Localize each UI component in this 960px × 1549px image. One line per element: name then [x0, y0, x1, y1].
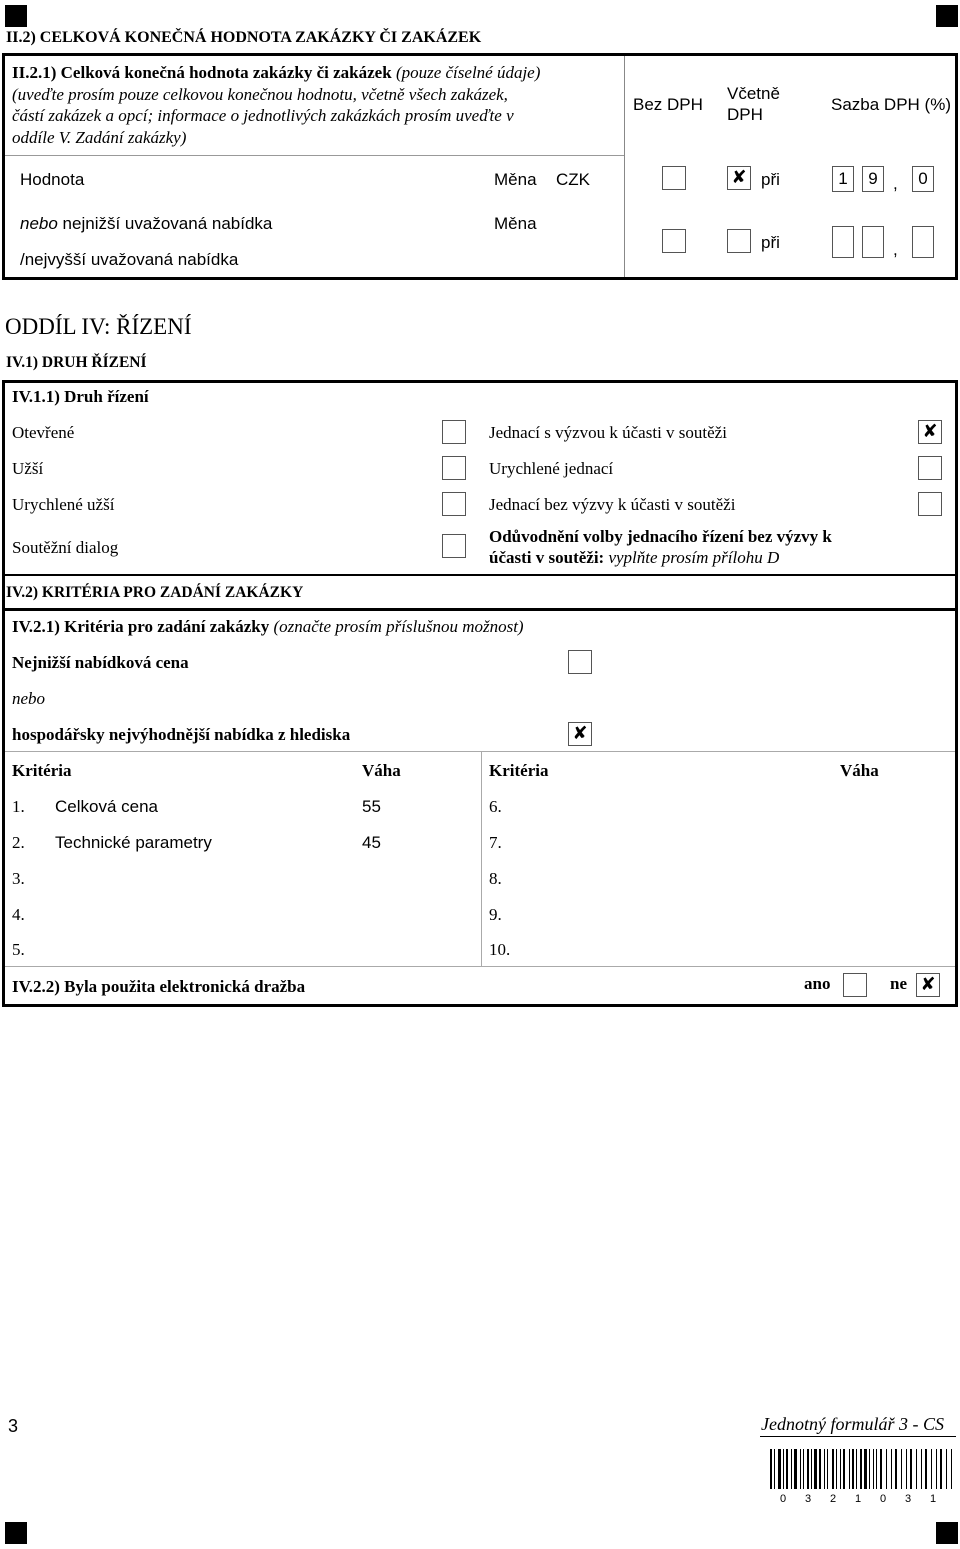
frame-row-divider	[5, 155, 624, 156]
barcode-digit: 0	[780, 1493, 787, 1505]
lowest-offer-label	[20, 214, 272, 234]
barcode-bar	[873, 1449, 874, 1489]
lowest-offer-text: nejnižší uvažovaná nabídka	[57, 214, 273, 233]
barcode-bar	[811, 1449, 812, 1489]
criterion-num: 8.	[489, 869, 502, 888]
iv2-frame-top	[2, 608, 958, 611]
barcode-bar	[827, 1449, 828, 1489]
criterion-name[interactable]: Celková cena	[55, 797, 159, 816]
frame-bottom	[2, 277, 958, 280]
barcode-bar	[791, 1449, 792, 1489]
iv2-divider	[2, 574, 958, 576]
bez-dph-checkbox[interactable]	[662, 166, 686, 190]
rate-comma: ,	[893, 174, 898, 193]
barcode-bar	[916, 1449, 917, 1489]
rate2-digit-3[interactable]	[912, 226, 934, 258]
barcode-bar	[852, 1449, 854, 1489]
barcode-bar	[864, 1449, 867, 1489]
registration-mark-bottom-left	[5, 1522, 27, 1544]
section-title-iv: ODDÍL IV: ŘÍZENÍ	[5, 314, 192, 339]
barcode-bar	[770, 1449, 772, 1489]
iv21-title: IV.2.1) Kritéria pro zadání zakázky	[12, 617, 270, 636]
iv11-heading: IV.1.1) Druh řízení	[12, 387, 149, 406]
barcode-bar	[794, 1449, 797, 1489]
frame-left	[2, 53, 5, 280]
rate2-comma: ,	[893, 240, 898, 259]
barcode-digit: 1	[930, 1493, 937, 1505]
auction-label: IV.2.2) Byla použita elektronická dražba	[12, 977, 306, 996]
barcode-bar	[786, 1449, 788, 1489]
option-urychlene-uzsi-label: Urychlené užší	[12, 495, 115, 514]
weight-header-left: Váha	[362, 761, 401, 780]
col-header-sazba-dph: Sazba DPH (%)	[831, 95, 951, 114]
option-urychlene-jednaci-label: Urychlené jednací	[489, 459, 614, 478]
barcode-bar	[936, 1449, 937, 1489]
criterion-num: 10.	[489, 940, 511, 959]
nebo-label: nebo	[12, 689, 46, 708]
barcode-bar	[895, 1449, 897, 1489]
currency-value[interactable]: CZK	[556, 170, 590, 189]
footer-rule	[760, 1436, 956, 1437]
barcode-digit: 3	[805, 1493, 812, 1505]
iv1-heading: IV.1) DRUH ŘÍZENÍ	[6, 354, 147, 371]
rate2-digit-2[interactable]	[862, 226, 884, 258]
check-x-icon: ✘	[920, 974, 936, 995]
currency-label: Měna	[494, 170, 537, 189]
barcode-bar	[803, 1449, 804, 1489]
col-header-vcetne-line2: DPH	[727, 105, 763, 124]
iv2-heading: IV.2) KRITÉRIA PRO ZADÁNÍ ZAKÁZKY	[6, 584, 304, 601]
barcode-bar	[824, 1449, 825, 1489]
barcode-digit: 3	[905, 1493, 912, 1505]
option-uzsi-checkbox[interactable]	[442, 456, 466, 480]
col-header-vcetne-line1: Včetně	[727, 84, 780, 103]
barcode-bar	[886, 1449, 887, 1489]
barcode-bar	[774, 1449, 775, 1489]
barcode-bar	[807, 1449, 809, 1489]
frame-top	[2, 53, 958, 56]
registration-mark-top-left	[5, 5, 27, 27]
criterion-num: 7.	[489, 833, 502, 852]
auction-ne-label: ne	[890, 974, 907, 993]
option-jednaci-s-vyzvou-label: Jednací s výzvou k účasti v soutěži	[489, 423, 727, 442]
auction-ano-checkbox[interactable]	[843, 973, 867, 997]
option-soutezni-dialog-label: Soutěžní dialog	[12, 538, 119, 557]
page-number: 3	[8, 1416, 19, 1436]
col-header-vcetne-dph	[727, 83, 780, 125]
vcetne-dph-checkbox-2[interactable]	[727, 229, 751, 253]
section-heading-ii2: II.2) CELKOVÁ KONEČNÁ HODNOTA ZAKÁZKY ČI ZAKÁZEK	[6, 29, 482, 46]
subsection-ii21-instr1: (uveďte prosím pouze celkovou konečnou hodnotu, včetně všech zakázek,	[12, 84, 508, 104]
option-urychlene-uzsi-checkbox[interactable]	[442, 492, 466, 516]
vcetne-dph-checkbox[interactable]	[727, 166, 751, 190]
currency-label-2: Měna	[494, 214, 537, 233]
barcode-bar	[832, 1449, 834, 1489]
option-otevrene-label: Otevřené	[12, 423, 75, 442]
barcode-digit: 1	[855, 1493, 862, 1505]
rate-digit-1[interactable]: 1	[832, 166, 854, 192]
barcode-digit: 2	[830, 1493, 837, 1505]
iv21-heading	[12, 617, 524, 637]
frame2-right	[955, 380, 958, 1007]
barcode-bar	[856, 1449, 857, 1489]
barcode-bar	[910, 1449, 912, 1489]
frame2-left	[2, 380, 5, 1007]
barcode-bar	[921, 1449, 922, 1489]
check-x-icon: ✘	[572, 723, 588, 744]
rate-digit-3[interactable]: 0	[912, 166, 934, 192]
criterion-name[interactable]: Technické parametry	[55, 833, 212, 852]
criteria-col-divider	[481, 752, 482, 966]
criteria-table-bottom	[5, 966, 955, 967]
frame-right	[955, 53, 958, 280]
justification-instruction: vyplňte prosím přílohu D	[604, 548, 780, 567]
barcode-bar	[951, 1449, 952, 1489]
subsection-ii21-instr2: částí zakázek a opcí; informace o jednotlivých zakázkách prosím uveďte v	[12, 106, 514, 125]
subsection-ii21	[12, 62, 540, 148]
weight-header-right: Váha	[840, 761, 879, 780]
option-jednaci-s-vyzvou-checkbox[interactable]	[918, 420, 942, 444]
barcode-bar	[783, 1449, 784, 1489]
meat-checkbox[interactable]	[568, 722, 592, 746]
lowest-price-label: Nejnižší nabídková cena	[12, 653, 189, 672]
barcode-bar	[880, 1449, 882, 1489]
barcode-bar	[840, 1449, 841, 1489]
frame-divider	[624, 56, 625, 277]
col-header-bez-dph: Bez DPH	[633, 95, 703, 114]
pri-label: při	[761, 170, 780, 189]
barcode-bar	[869, 1449, 870, 1489]
justification-label: účasti v soutěži:	[489, 548, 605, 567]
barcode-bar	[836, 1449, 837, 1489]
criteria-table-top	[5, 751, 955, 752]
pri-label-2: při	[761, 233, 780, 252]
highest-offer-label: /nejvyšší uvažovaná nabídka	[20, 250, 239, 269]
barcode-bar	[906, 1449, 907, 1489]
option-soutezni-dialog-checkbox[interactable]	[442, 534, 466, 558]
auction-ne-checkbox[interactable]	[916, 973, 940, 997]
barcode-bar	[849, 1449, 850, 1489]
criterion-num: 4.	[12, 905, 25, 924]
criterion-num: 6.	[489, 797, 502, 816]
footer-form-title: Jednotný formulář 3 - CS	[761, 1414, 944, 1434]
subsection-ii21-note: (pouze číselné údaje)	[391, 63, 541, 82]
barcode-bar	[925, 1449, 927, 1489]
criterion-num: 1.	[12, 797, 25, 816]
subsection-ii21-instr3: oddíle V. Zadání zakázky)	[12, 127, 187, 147]
criterion-num: 9.	[489, 905, 502, 924]
check-x-icon: ✘	[922, 421, 938, 442]
option-otevrene-checkbox[interactable]	[442, 420, 466, 444]
barcode-bar	[901, 1449, 902, 1489]
barcode-bar	[931, 1449, 932, 1489]
iv21-note: (označte prosím příslušnou možnost)	[269, 617, 524, 636]
justification-line1: Odůvodnění volby jednacího řízení bez výzvy k	[489, 527, 832, 546]
registration-mark-top-right	[936, 5, 958, 27]
option-uzsi-label: Užší	[12, 459, 44, 478]
criterion-weight[interactable]: 45	[362, 833, 381, 852]
barcode-bar	[940, 1449, 942, 1489]
criterion-weight[interactable]: 55	[362, 797, 381, 816]
criterion-num: 2.	[12, 833, 25, 852]
meat-label: hospodářsky nejvýhodnější nabídka z hlediska	[12, 725, 351, 744]
subsection-ii21-title: II.2.1) Celková konečná hodnota zakázky či zakázek	[12, 63, 392, 82]
value-label: Hodnota	[20, 170, 85, 189]
option-urychlene-jednaci-checkbox[interactable]	[918, 456, 942, 480]
barcode-bar	[843, 1449, 845, 1489]
lowest-price-checkbox[interactable]	[568, 650, 592, 674]
frame2-bottom	[2, 1004, 958, 1007]
criteria-header-left: Kritéria	[12, 761, 72, 780]
nebo-text: nebo	[20, 214, 58, 233]
justification-text	[489, 526, 832, 568]
barcode-bar	[800, 1449, 801, 1489]
auction-ano-label: ano	[804, 974, 831, 993]
bez-dph-checkbox-2[interactable]	[662, 229, 686, 253]
option-jednaci-bez-vyzvy-label: Jednací bez výzvy k účasti v soutěži	[489, 495, 736, 514]
criteria-header-right: Kritéria	[489, 761, 549, 780]
registration-mark-bottom-right	[936, 1522, 958, 1544]
frame2-top	[2, 380, 958, 383]
criterion-num: 5.	[12, 940, 25, 959]
barcode-digit: 0	[880, 1493, 887, 1505]
barcode-bar	[778, 1449, 781, 1489]
option-jednaci-bez-vyzvy-checkbox[interactable]	[918, 492, 942, 516]
barcode-bar	[814, 1449, 817, 1489]
barcode-digits	[780, 1493, 942, 1505]
check-x-icon: ✘	[731, 167, 747, 188]
barcode-bar	[876, 1449, 877, 1489]
barcode-bar	[819, 1449, 821, 1489]
barcode-bar	[860, 1449, 862, 1489]
criterion-num: 3.	[12, 869, 25, 888]
barcode-bar	[891, 1449, 892, 1489]
barcode	[770, 1449, 956, 1509]
rate-digit-2[interactable]: 9	[862, 166, 884, 192]
barcode-bar	[946, 1449, 947, 1489]
rate2-digit-1[interactable]	[832, 226, 854, 258]
